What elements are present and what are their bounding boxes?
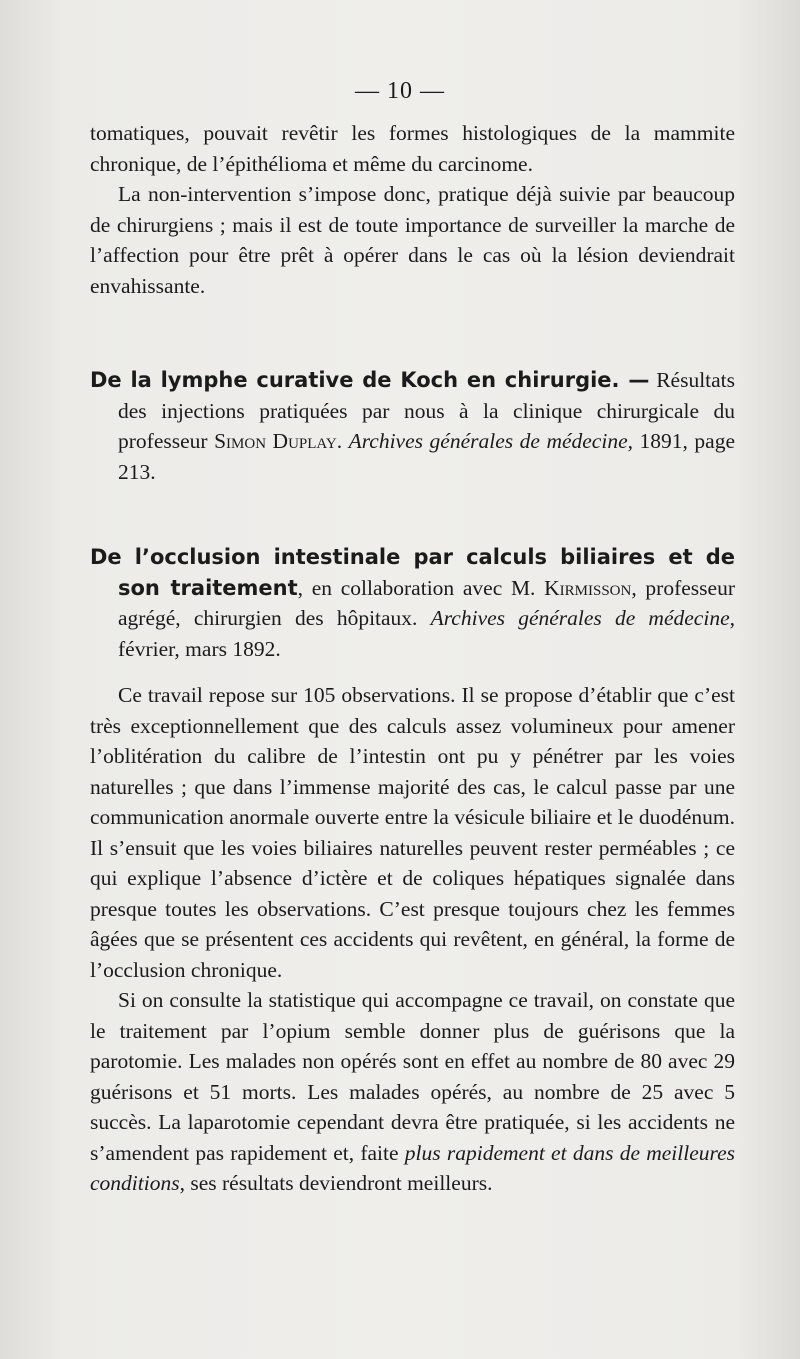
summary-2-end: , ses résultats deviendront meilleurs. bbox=[179, 1171, 493, 1195]
entry-occlusion-summary-1: Ce travail repose sur 105 observations. Il se propose d’établir que c’est très exceptionnellement que des calculs assez volumineux pour amener l’oblitération du calibre de l’intestin ont pu y pénétrer par les voies naturelles ; que dans l’immense majorité des cas, le calcul passe par une communication anormale ouverte entre la vésicule biliaire et le duodénum. Il s’ensuit que les voies biliaires naturelles peuvent rester perméables ; ce qui explique l’absence d’ictère et de coliques hépatiques signalée dans presque toutes les observations. C’est presque toujours chez les femmes âgées que se présentent ces accidents qui revêtent, en général, la forme de l’occlusion chronique. bbox=[90, 683, 735, 982]
summary-2-start: Si on consulte la statistique qui accompagne ce travail, on constate que le traitement par l’opium semble donner plus de guérisons que la parotomie. Les malades non opérés sont en effet au nombre de 80 avec 29 guérisons et 51 morts. Les malades opérés, au nombre de 25 avec 5 succès. La laparotomie cependant devra être pratiquée, si les accidents ne s’amendent pas rapidement et, faite bbox=[90, 988, 735, 1165]
entry-occlusion bbox=[90, 542, 735, 1199]
entry-occlusion-journal: Archives générales de médecine bbox=[430, 606, 730, 630]
entry-koch-cite: 1891, page 213. bbox=[118, 429, 735, 484]
entry-koch bbox=[90, 365, 735, 487]
entry-occlusion-summary-2 bbox=[90, 985, 735, 1199]
summary-2-emphasis: plus rapidement et dans de meilleures conditions bbox=[90, 1140, 735, 1195]
entry-occlusion-title: De l’occlusion intestinale par calculs biliaires et de son traitement bbox=[90, 545, 735, 600]
entry-koch-body: Résultats des injections pratiquées par nous à la clinique chirurgicale du professeur bbox=[118, 368, 736, 453]
intro-paragraph-2: La non-intervention s’impose donc, pratique déjà suivie par beaucoup de chirurgiens ; mais il est de toute importance de surveiller la marche de l’affection pour être prêt à opérer dans le cas où la lésion deviendrait envahissante. bbox=[90, 182, 735, 298]
entry-occlusion-cite: , février, mars 1892. bbox=[118, 606, 735, 661]
entry-occlusion-comma: , bbox=[297, 575, 312, 600]
intro-paragraph-1: tomatiques, pouvait revêtir les formes histologiques de la mammite chronique, de l’épithélioma et même du carcinome. bbox=[90, 121, 735, 176]
entry-koch-dash: — bbox=[619, 368, 650, 392]
page-number: — 10 — bbox=[355, 78, 445, 104]
entry-koch-title: De la lymphe curative de Koch en chirurgie. bbox=[90, 368, 620, 392]
entry-koch-author: Simon Duplay bbox=[214, 429, 337, 453]
entry-occlusion-collab: en collaboration avec M. bbox=[311, 575, 545, 600]
entry-occlusion-rest: , professeur agrégé, chirurgien des hôpitaux. bbox=[118, 575, 735, 630]
entry-koch-paragraph bbox=[90, 365, 735, 487]
entry-koch-sep: . bbox=[336, 429, 349, 453]
entry-occlusion-author: Kirmisson bbox=[544, 575, 632, 600]
entry-koch-journal: Archives générales de médecine, bbox=[348, 429, 633, 453]
entry-occlusion-paragraph bbox=[90, 542, 735, 664]
intro-text bbox=[90, 118, 735, 301]
